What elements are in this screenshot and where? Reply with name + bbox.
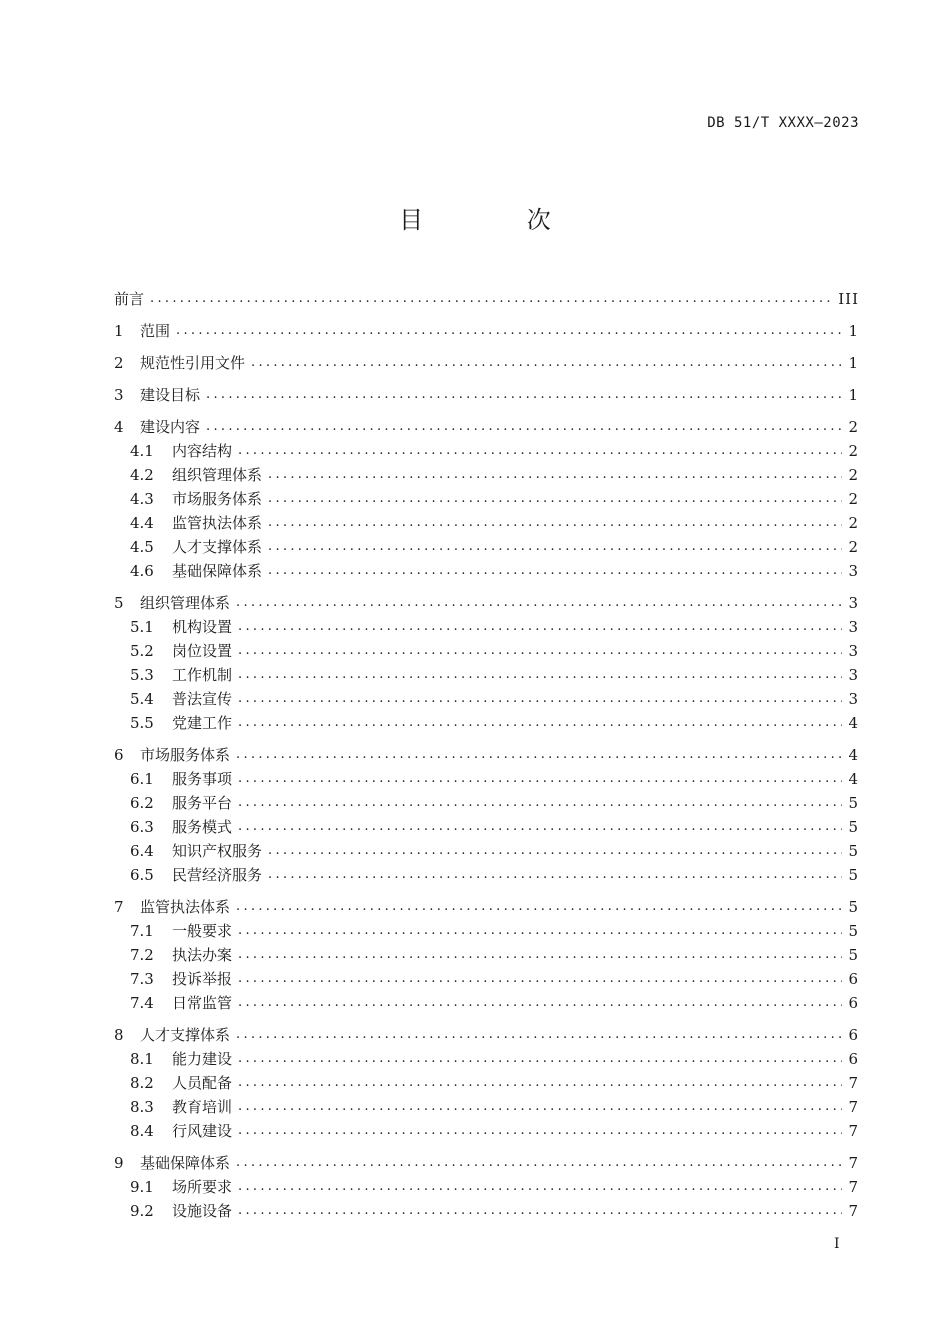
toc-entry-page: 1 — [848, 386, 859, 404]
toc-entry-page: 6 — [848, 1050, 859, 1068]
toc-entry[interactable] — [114, 639, 859, 663]
toc-entry[interactable] — [114, 487, 859, 511]
toc-entry-page: 1 — [848, 354, 859, 372]
toc-entry-label: 组织管理体系 — [172, 466, 263, 484]
toc-entry[interactable] — [114, 743, 859, 767]
toc-entry-page: 5 — [848, 866, 859, 884]
toc-entry-label: 人才支撑体系 — [172, 538, 263, 556]
toc-entry-label: 市场服务体系 — [172, 490, 263, 508]
dot-leader — [238, 943, 842, 967]
toc-entry-label: 前言 — [114, 290, 145, 308]
dot-leader — [251, 351, 842, 375]
toc-entry-page: 4 — [848, 746, 859, 764]
toc-entry-number: 9 — [114, 1154, 124, 1172]
toc-entry-label: 建设内容 — [140, 418, 201, 436]
toc-entry-label: 服务事项 — [172, 770, 233, 788]
toc-entry[interactable] — [114, 895, 859, 919]
dot-leader — [238, 991, 842, 1015]
toc-entry-number: 9.1 — [130, 1178, 154, 1196]
dot-leader — [268, 463, 842, 487]
toc-entry-number: 5.4 — [130, 690, 154, 708]
toc-entry[interactable] — [114, 919, 859, 943]
toc-entry-number: 7 — [114, 898, 124, 916]
toc-entry-label: 基础保障体系 — [140, 1154, 231, 1172]
toc-entry-label: 岗位设置 — [172, 642, 233, 660]
toc-entry-number: 8.4 — [130, 1122, 154, 1140]
toc-entry-number: 4.6 — [130, 562, 154, 580]
toc-entry[interactable] — [114, 1047, 859, 1071]
toc-entry-label: 工作机制 — [172, 666, 233, 684]
dot-leader — [238, 791, 842, 815]
toc-entry-number: 1 — [114, 322, 124, 340]
toc-entry-label: 服务平台 — [172, 794, 233, 812]
toc-entry-label: 行风建设 — [172, 1122, 233, 1140]
toc-entry[interactable] — [114, 815, 859, 839]
toc-entry-page: 5 — [848, 898, 859, 916]
toc-entry[interactable] — [114, 1095, 859, 1119]
toc-entry-label: 组织管理体系 — [140, 594, 231, 612]
toc-entry-page: 3 — [848, 562, 859, 580]
toc-entry-label: 机构设置 — [172, 618, 233, 636]
toc-entry-page: 2 — [848, 418, 859, 436]
toc-entry-label: 普法宣传 — [172, 690, 233, 708]
toc-entry-page: 5 — [848, 794, 859, 812]
toc-entry-number: 4.5 — [130, 538, 154, 556]
toc-entry-page: 6 — [848, 1026, 859, 1044]
toc-entry-page: 4 — [848, 714, 859, 732]
toc-entry[interactable] — [114, 287, 859, 311]
toc-entry[interactable] — [114, 943, 859, 967]
toc-entry-page: 7 — [848, 1202, 859, 1220]
toc-entry-label: 一般要求 — [172, 922, 233, 940]
toc-entry-label: 设施设备 — [172, 1202, 233, 1220]
toc-entry[interactable] — [114, 463, 859, 487]
toc-entry[interactable] — [114, 1071, 859, 1095]
toc-entry[interactable] — [114, 535, 859, 559]
dot-leader — [268, 487, 842, 511]
toc-entry[interactable] — [114, 711, 859, 735]
dot-leader — [238, 1047, 842, 1071]
toc-entry-number: 4.4 — [130, 514, 154, 532]
toc-entry-label: 人员配备 — [172, 1074, 233, 1092]
toc-entry-page: 5 — [848, 946, 859, 964]
toc-entry-number: 5.2 — [130, 642, 154, 660]
toc-entry[interactable] — [114, 511, 859, 535]
dot-leader — [238, 711, 842, 735]
toc-entry-number: 4.3 — [130, 490, 154, 508]
toc-entry-page: 7 — [848, 1178, 859, 1196]
toc-entry-page: 5 — [848, 922, 859, 940]
toc-entry-number: 7.4 — [130, 994, 154, 1012]
dot-leader — [238, 1071, 842, 1095]
toc-entry-page: 2 — [848, 490, 859, 508]
dot-leader — [238, 1175, 842, 1199]
toc-entry-number: 5 — [114, 594, 124, 612]
dot-leader — [238, 967, 842, 991]
dot-leader — [238, 1119, 842, 1143]
dot-leader — [206, 383, 842, 407]
toc-entry-number: 8 — [114, 1026, 124, 1044]
dot-leader — [176, 319, 842, 343]
toc-entry[interactable] — [114, 767, 859, 791]
dot-leader — [268, 559, 842, 583]
toc-entry-page: 7 — [848, 1122, 859, 1140]
toc-entry[interactable] — [114, 839, 859, 863]
toc-entry-number: 5.1 — [130, 618, 154, 636]
toc-entry-number: 7.1 — [130, 922, 154, 940]
toc-entry[interactable] — [114, 863, 859, 887]
toc-entry[interactable] — [114, 791, 859, 815]
toc-entry[interactable] — [114, 1119, 859, 1143]
toc-entry-label: 民营经济服务 — [172, 866, 263, 884]
toc-entry-page: 6 — [848, 994, 859, 1012]
toc-entry[interactable] — [114, 319, 859, 343]
toc-entry-label: 监管执法体系 — [172, 514, 263, 532]
dot-leader — [236, 1151, 842, 1175]
table-of-contents — [114, 287, 859, 1223]
dot-leader — [238, 639, 842, 663]
toc-entry-number: 6.2 — [130, 794, 154, 812]
toc-entry-number: 9.2 — [130, 1202, 154, 1220]
toc-entry-page: 4 — [848, 770, 859, 788]
toc-entry[interactable] — [114, 615, 859, 639]
toc-entry-label: 知识产权服务 — [172, 842, 263, 860]
dot-leader — [236, 743, 842, 767]
toc-entry[interactable] — [114, 991, 859, 1015]
dot-leader — [268, 863, 842, 887]
toc-entry[interactable] — [114, 415, 859, 439]
toc-entry-number: 4.2 — [130, 466, 154, 484]
toc-entry-label: 服务模式 — [172, 818, 233, 836]
toc-entry[interactable] — [114, 591, 859, 615]
dot-leader — [268, 511, 842, 535]
toc-entry-page: 3 — [848, 594, 859, 612]
toc-entry-page: 7 — [848, 1154, 859, 1172]
toc-entry-page: III — [838, 290, 859, 308]
toc-entry-label: 基础保障体系 — [172, 562, 263, 580]
dot-leader — [268, 535, 842, 559]
dot-leader — [150, 287, 832, 311]
dot-leader — [238, 919, 842, 943]
toc-entry-number: 4 — [114, 418, 124, 436]
toc-entry-page: 2 — [848, 442, 859, 460]
toc-entry-page: 5 — [848, 842, 859, 860]
toc-entry-label: 市场服务体系 — [140, 746, 231, 764]
dot-leader — [236, 1023, 842, 1047]
toc-entry[interactable] — [114, 1023, 859, 1047]
toc-entry-page: 7 — [848, 1098, 859, 1116]
toc-entry-page: 7 — [848, 1074, 859, 1092]
dot-leader — [236, 591, 842, 615]
toc-entry-number: 3 — [114, 386, 124, 404]
toc-entry[interactable] — [114, 687, 859, 711]
toc-entry-page: 2 — [848, 466, 859, 484]
dot-leader — [206, 415, 842, 439]
toc-entry-number: 5.5 — [130, 714, 154, 732]
toc-entry-label: 范围 — [140, 322, 171, 340]
toc-entry[interactable] — [114, 1151, 859, 1175]
toc-entry-page: 3 — [848, 690, 859, 708]
dot-leader — [238, 815, 842, 839]
toc-entry-number: 4.1 — [130, 442, 154, 460]
toc-entry-label: 监管执法体系 — [140, 898, 231, 916]
dot-leader — [236, 895, 842, 919]
dot-leader — [238, 1199, 842, 1223]
toc-entry-page: 3 — [848, 642, 859, 660]
toc-entry-number: 8.3 — [130, 1098, 154, 1116]
toc-entry-label: 建设目标 — [140, 386, 201, 404]
toc-entry-label: 场所要求 — [172, 1178, 233, 1196]
toc-entry[interactable] — [114, 1199, 859, 1223]
toc-entry-label: 教育培训 — [172, 1098, 233, 1116]
page-title: 目 次 — [399, 206, 599, 234]
page-number: I — [834, 1236, 840, 1252]
toc-entry-page: 6 — [848, 970, 859, 988]
toc-entry-page: 1 — [848, 322, 859, 340]
toc-entry-label: 执法办案 — [172, 946, 233, 964]
toc-entry-number: 6 — [114, 746, 124, 764]
dot-leader — [238, 767, 842, 791]
dot-leader — [238, 663, 842, 687]
toc-entry[interactable] — [114, 1175, 859, 1199]
dot-leader — [238, 439, 842, 463]
toc-entry-label: 内容结构 — [172, 442, 233, 460]
toc-entry-number: 8.2 — [130, 1074, 154, 1092]
toc-entry-label: 党建工作 — [172, 714, 233, 732]
toc-entry-page: 3 — [848, 618, 859, 636]
toc-entry[interactable] — [114, 559, 859, 583]
toc-entry-number: 6.1 — [130, 770, 154, 788]
dot-leader — [238, 1095, 842, 1119]
toc-entry-page: 3 — [848, 666, 859, 684]
toc-entry-page: 2 — [848, 514, 859, 532]
document-code: DB 51/T XXXX—2023 — [707, 115, 859, 131]
toc-entry-page: 2 — [848, 538, 859, 556]
toc-entry-number: 6.3 — [130, 818, 154, 836]
toc-entry[interactable] — [114, 351, 859, 375]
dot-leader — [268, 839, 842, 863]
dot-leader — [238, 687, 842, 711]
toc-entry-page: 5 — [848, 818, 859, 836]
toc-entry[interactable] — [114, 967, 859, 991]
toc-entry[interactable] — [114, 383, 859, 407]
toc-entry-number: 5.3 — [130, 666, 154, 684]
toc-entry-number: 8.1 — [130, 1050, 154, 1068]
toc-entry-number: 2 — [114, 354, 124, 372]
toc-entry-label: 投诉举报 — [172, 970, 233, 988]
toc-entry-label: 能力建设 — [172, 1050, 233, 1068]
toc-entry[interactable] — [114, 439, 859, 463]
toc-entry-number: 6.4 — [130, 842, 154, 860]
toc-entry-number: 7.3 — [130, 970, 154, 988]
toc-entry-label: 规范性引用文件 — [140, 354, 246, 372]
toc-entry-number: 6.5 — [130, 866, 154, 884]
dot-leader — [238, 615, 842, 639]
toc-entry[interactable] — [114, 663, 859, 687]
toc-entry-label: 人才支撑体系 — [140, 1026, 231, 1044]
toc-entry-number: 7.2 — [130, 946, 154, 964]
toc-entry-label: 日常监管 — [172, 994, 233, 1012]
